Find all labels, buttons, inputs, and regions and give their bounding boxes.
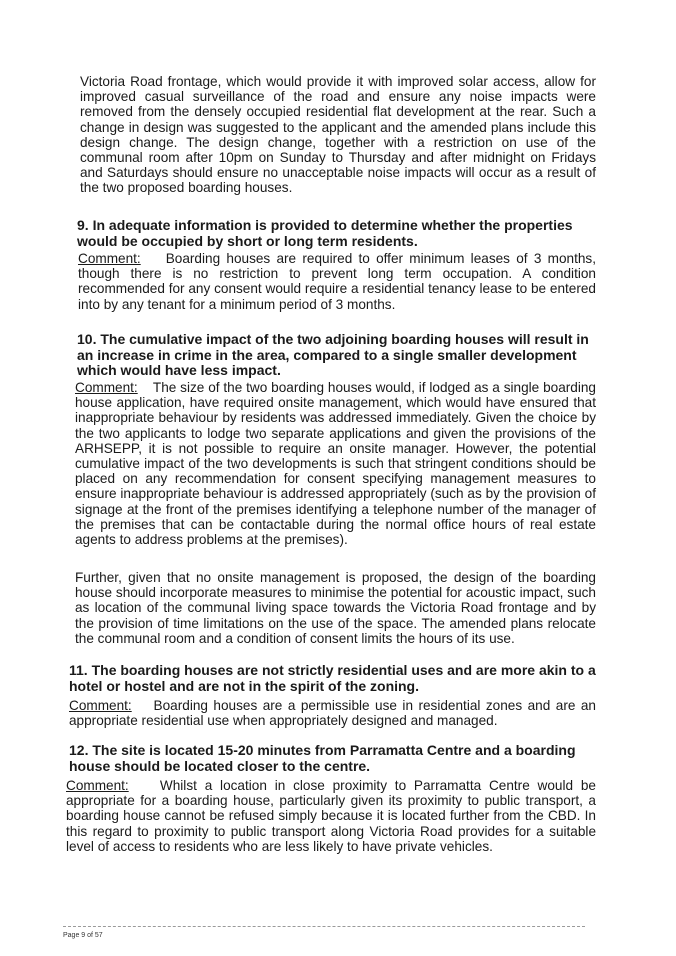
item-10-comment-text: The size of the two boarding houses would, if lodged as a single boarding house application, have required onsite management, which would have ensured that inappropriate behaviour by residents was addressed immediately. Given the choice by the two applicants to lodge two separate applications and given the provisions of the ARHSEPP, it is not possible to require an onsite manager. However, the potential cumulative impact of the two developments is such that stringent conditions should be placed on any recommendation for consent specifying management measures to ensure inappropriate behaviour is addressed appropriately (such as by the provision of signage at the front of the premises identifying a telephone number of the manager of the premises that can be contactable during the normal office hours of real estate agents to address problems at the premises). [75, 380, 596, 548]
item-12-heading-text: The site is located 15-20 minutes from Parramatta Centre and a boarding house should be located closer to the centre. [69, 742, 576, 774]
comment-label: Comment: [66, 778, 129, 793]
item-9-comment [78, 251, 596, 312]
item-9-comment-text: Boarding houses are required to offer minimum leases of 3 months, though there is no restriction to prevent long term occupation. A condition recommended for any consent would require a residential tenancy lease to be entered into by any tenant for a minimum period of 3 months. [78, 251, 596, 312]
item-12-heading [69, 743, 596, 774]
footer-divider [63, 926, 585, 927]
comment-label: Comment: [78, 251, 141, 266]
item-11-heading-text: The boarding houses are not strictly residential uses and are more akin to a hotel or hostel and are not in the spirit of the zoning. [69, 662, 596, 694]
item-11-comment-text: Boarding houses are a permissible use in residential zones and are an appropriate residential use when appropriately designed and managed. [69, 698, 596, 729]
item-11-heading [69, 663, 596, 694]
page-number: Page 9 of 57 [63, 932, 103, 939]
item-10-number: 10. [77, 331, 97, 347]
item-11-comment [69, 698, 596, 728]
item-12-number: 12. [69, 742, 89, 758]
comment-label: Comment: [75, 380, 138, 395]
item-12-comment-text: Whilst a location in close proximity to Parramatta Centre would be appropriate for a boarding house, particularly given its proximity to public transport, a boarding house cannot be refused simply because it is located further from the CBD. In this regard to proximity to public transport along Victoria Road provides for a suitable level of access to residents who are less likely to have private vehicles. [66, 778, 596, 854]
comment-label: Comment: [69, 698, 132, 713]
item-10-comment [75, 380, 596, 547]
item-9-heading [77, 218, 596, 249]
item-11-number: 11. [69, 662, 88, 678]
item-9-number: 9. [77, 217, 89, 233]
item-12-comment [66, 778, 596, 854]
item-10-extra-paragraph: Further, given that no onsite management is proposed, the design of the boarding house should incorporate measures to minimise the potential for acoustic impact, such as location of the communal living space towards the Victoria Road frontage and by the provision of time limitations on the use of the space. The amended plans relocate the communal room and a condition of consent limits the hours of its use. [75, 570, 596, 646]
item-10-heading-text: The cumulative impact of the two adjoining boarding houses will result in an increase in crime in the area, compared to a single smaller development which would have less impact. [77, 331, 589, 379]
item-10-heading [77, 332, 596, 379]
intro-paragraph: Victoria Road frontage, which would provide it with improved solar access, allow for improved casual surveillance of the road and ensure any noise impacts were removed from the densely occupied residential flat development at the rear. Such a change in design was suggested to the applicant and the amended plans include this design change. The design change, together with a restriction on use of the communal room after 10pm on Sunday to Thursday and after midnight on Fridays and Saturdays should ensure no unacceptable noise impacts will occur as a result of the two proposed boarding houses. [80, 74, 596, 196]
item-9-heading-text: In adequate information is provided to determine whether the properties would be occupied by short or long term residents. [77, 217, 573, 249]
